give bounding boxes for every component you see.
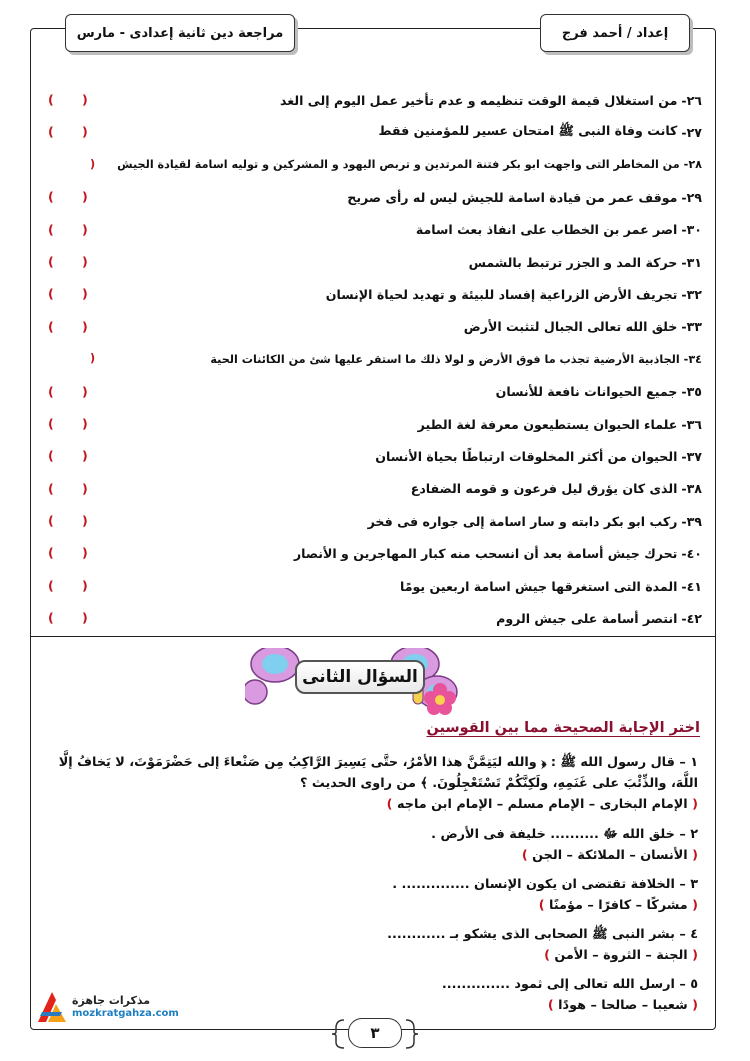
document-title: مراجعة دين ثانية إعدادى - مارس xyxy=(76,25,284,41)
answer-paren-close[interactable]: ) xyxy=(48,577,54,593)
tf-item-text: حركة المد و الجزر ترتبط بالشمس xyxy=(468,254,678,270)
tf-item-number: ٣٥- xyxy=(681,384,702,400)
options-paren-open: ( xyxy=(692,998,698,1013)
tf-item-text: انتصر أسامة على جيش الروم xyxy=(496,610,678,626)
tf-item-text: الحيوان من أكثر المخلوقات ارتباطًا بحياة الأنسان xyxy=(375,448,678,464)
title-box xyxy=(65,14,295,52)
options-paren-open: ( xyxy=(692,948,698,963)
logo-icon xyxy=(36,990,68,1024)
tf-item-number: ٣٨- xyxy=(681,481,702,497)
tf-item-number: ٢٧- xyxy=(681,125,702,141)
tf-item-number: ٣٧- xyxy=(681,448,702,464)
tf-item-text: ركب ابو بكر دابته و سار اسامة إلى جواره فى فخر xyxy=(367,513,678,529)
tf-item xyxy=(30,214,716,246)
answer-paren-open[interactable]: ( xyxy=(90,352,96,366)
answer-paren-open[interactable]: ( xyxy=(82,189,88,205)
options-text: الأنسان – الملائكة – الجن xyxy=(532,848,688,863)
answer-paren-close[interactable]: ) xyxy=(48,513,54,529)
tf-item xyxy=(30,246,716,278)
options-text: شعيبا – صالحا – هودًا xyxy=(558,998,688,1013)
tf-item-text: الجاذبية الأرضية تجذب ما فوق الأرض و لولا ذلك ما استقر عليها شئ من الكائنات الحية xyxy=(210,352,680,366)
tf-item-text: كانت وفاة النبى ﷺ امتحان عسير للمؤمنين فقط xyxy=(378,123,678,139)
tf-item-number: ٢٦- xyxy=(681,92,702,108)
tf-item xyxy=(30,311,716,343)
tf-item-text: علماء الحيوان يستطيعون معرفة لغة الطير xyxy=(417,416,678,432)
mcq-question xyxy=(58,752,698,815)
tf-item-number: ٣٦- xyxy=(681,416,702,432)
options-paren-open: ( xyxy=(692,848,698,863)
tf-item-number: ٣٢- xyxy=(681,287,702,303)
answer-paren-close[interactable]: ) xyxy=(48,92,54,107)
answer-paren-open[interactable]: ( xyxy=(82,221,88,237)
answer-paren-open[interactable]: ( xyxy=(90,157,96,171)
true-false-list xyxy=(30,84,716,635)
answer-paren-close[interactable]: ) xyxy=(48,286,54,302)
tf-item-text: من استغلال قيمة الوقت تنظيمه و عدم تأخير عمل اليوم إلى الغد xyxy=(279,92,678,108)
options-paren-open: ( xyxy=(692,898,698,913)
answer-paren-open[interactable]: ( xyxy=(82,513,88,529)
answer-paren-open[interactable]: ( xyxy=(82,286,88,302)
answer-paren-close[interactable]: ) xyxy=(48,221,54,237)
publisher-logo xyxy=(36,990,206,1030)
answer-paren-close[interactable]: ) xyxy=(48,610,54,626)
author-box xyxy=(540,14,690,52)
mcq-question-text: ٢ – خلق الله ﷻ .......... خليفة فى الأرض . xyxy=(431,827,698,842)
tf-item xyxy=(30,278,716,310)
answer-paren-close[interactable]: ) xyxy=(48,253,54,269)
tf-item-number: ٤١- xyxy=(681,578,702,594)
tf-item-number: ٣٩- xyxy=(681,513,702,529)
logo-url: mozkratgahza.com xyxy=(72,1008,179,1019)
tf-item-number: ٣٠- xyxy=(681,222,702,238)
answer-paren-open[interactable]: ( xyxy=(82,383,88,399)
answer-paren-close[interactable]: ) xyxy=(48,124,54,140)
tf-item-number: ٣٣- xyxy=(681,319,702,335)
mcq-options[interactable] xyxy=(58,794,698,815)
tf-item-number: ٣١- xyxy=(681,254,702,270)
instruction-heading: اختر الإجابة الصحيحة مما بين القوسين xyxy=(426,720,700,736)
tf-item xyxy=(30,116,716,148)
options-paren-open: ( xyxy=(692,797,698,812)
tf-item-text: جميع الحيوانات نافعة للأنسان xyxy=(495,384,678,400)
tf-item-number: ٤٠- xyxy=(681,546,702,562)
mcq-question xyxy=(58,924,698,966)
tf-item xyxy=(30,84,716,116)
tf-item-text: من المخاطر التى واجهت ابو بكر فتنة المرتدين و تربص اليهود و المشركين و توليه اسامة لقيادة الجيش xyxy=(117,158,680,172)
tf-item xyxy=(30,440,716,472)
tf-item xyxy=(30,376,716,408)
answer-paren-close[interactable]: ) xyxy=(48,480,54,496)
answer-paren-open[interactable]: ( xyxy=(82,92,88,107)
options-text: الجنة – الثروة – الأمن xyxy=(554,948,688,963)
tf-item xyxy=(30,602,716,634)
tf-item xyxy=(30,343,716,375)
mcq-options[interactable] xyxy=(58,945,698,966)
mcq-options[interactable] xyxy=(58,845,698,866)
page-number-tab xyxy=(330,1016,420,1052)
answer-paren-open[interactable]: ( xyxy=(82,253,88,269)
tf-item-number: ٣٤- xyxy=(683,352,702,366)
options-paren-close: ) xyxy=(538,898,545,913)
answer-paren-close[interactable]: ) xyxy=(48,383,54,399)
mcq-question-text: ١ – قال رسول الله ﷺ : ﴿ والله ليَتِمَّنَّ هذا الأمْرُ، حتَّى يَسِيرَ الرَّاكِبُ مِن صَنْعاءَ إلى حَضْرَمَوْتَ، لا يَخافُ إلَّا xyxy=(58,755,698,770)
tf-item-text: تجريف الأرض الزراعية إفساد للبيئة و تهديد لحياة الإنسان xyxy=(325,287,678,303)
tf-item xyxy=(30,505,716,537)
tf-item xyxy=(30,570,716,602)
answer-paren-close[interactable]: ) xyxy=(48,189,54,205)
answer-paren-close[interactable]: ) xyxy=(48,545,54,561)
options-paren-close: ) xyxy=(544,948,550,963)
answer-paren-close[interactable]: ) xyxy=(48,415,54,431)
answer-paren-open[interactable]: ( xyxy=(82,610,88,626)
mcq-options[interactable] xyxy=(58,895,698,916)
mcq-question-text: ٥ – ارسل الله تعالى إلى ثمود .............. xyxy=(441,977,698,992)
answer-paren-close[interactable]: ) xyxy=(48,318,54,334)
tf-item-text: الذى كان يؤرق ليل فرعون و قومه الضفادع xyxy=(410,481,678,497)
tf-item-text: موقف عمر من قيادة اسامة للجيش ليس له رأى صريح xyxy=(347,189,678,205)
options-paren-close: ) xyxy=(386,797,393,812)
mcq-question-text: ٤ – بشر النبى ﷺ الصحابى الذى يشكو بـ ............ xyxy=(387,927,698,942)
mcq-question-text: اللَّهَ، والذِّئْبَ على غَنَمِهِ، ولَكِنَّكُمْ تَسْتَعْجِلُونَ. ﴾ من راوى الحديث ؟ xyxy=(300,776,698,791)
flower-icon xyxy=(423,682,457,716)
tf-item-number: ٢٩- xyxy=(681,189,702,205)
mcq-question xyxy=(58,874,698,916)
answer-paren-close[interactable]: ) xyxy=(48,448,54,464)
answer-paren-open[interactable]: ( xyxy=(82,577,88,593)
page-number: ٣ xyxy=(348,1018,402,1048)
tf-item-text: خلق الله تعالى الجبال لتثبت الأرض xyxy=(463,319,678,335)
answer-paren-open[interactable]: ( xyxy=(82,480,88,496)
answer-paren-open[interactable]: ( xyxy=(82,318,88,334)
options-paren-close: ) xyxy=(547,998,554,1013)
logo-name: مذكرات جاهزة xyxy=(72,994,151,1007)
options-text: مشركًا – كافرًا – مؤمنًا xyxy=(549,898,688,913)
tf-item xyxy=(30,537,716,569)
tf-item-text: المدة التى استغرقها جيش اسامة اربعين يومًا xyxy=(399,578,678,594)
options-paren-close: ) xyxy=(521,848,528,863)
mcq-question xyxy=(58,824,698,866)
tf-item xyxy=(30,473,716,505)
tf-item xyxy=(30,149,716,181)
answer-paren-open[interactable]: ( xyxy=(82,448,88,464)
tf-item-number: ٤٢- xyxy=(681,610,702,626)
answer-paren-open[interactable]: ( xyxy=(82,124,88,140)
answer-paren-open[interactable]: ( xyxy=(82,415,88,431)
answer-paren-open[interactable]: ( xyxy=(82,545,88,561)
tf-item-text: تحرك جيش أسامة بعد أن انسحب منه كبار المهاجرين و الأنصار xyxy=(293,546,678,562)
tf-item-number: ٢٨- xyxy=(683,158,702,172)
author-label: إعداد / أحمد فرج xyxy=(561,25,669,41)
options-text: الإمام البخارى – الإمام مسلم – الإمام ابن ماجه xyxy=(397,797,688,812)
section-divider xyxy=(30,636,716,637)
tf-item-text: اصر عمر بن الخطاب على انفاذ بعث اسامة xyxy=(415,222,678,238)
tf-item xyxy=(30,181,716,213)
tf-item xyxy=(30,408,716,440)
question-two-title: السؤال الثانى xyxy=(295,660,425,694)
question-badge xyxy=(245,648,465,716)
mcq-question-text: ٣ – الخلافة تقتضى ان يكون الإنسان .............. . xyxy=(392,877,698,892)
